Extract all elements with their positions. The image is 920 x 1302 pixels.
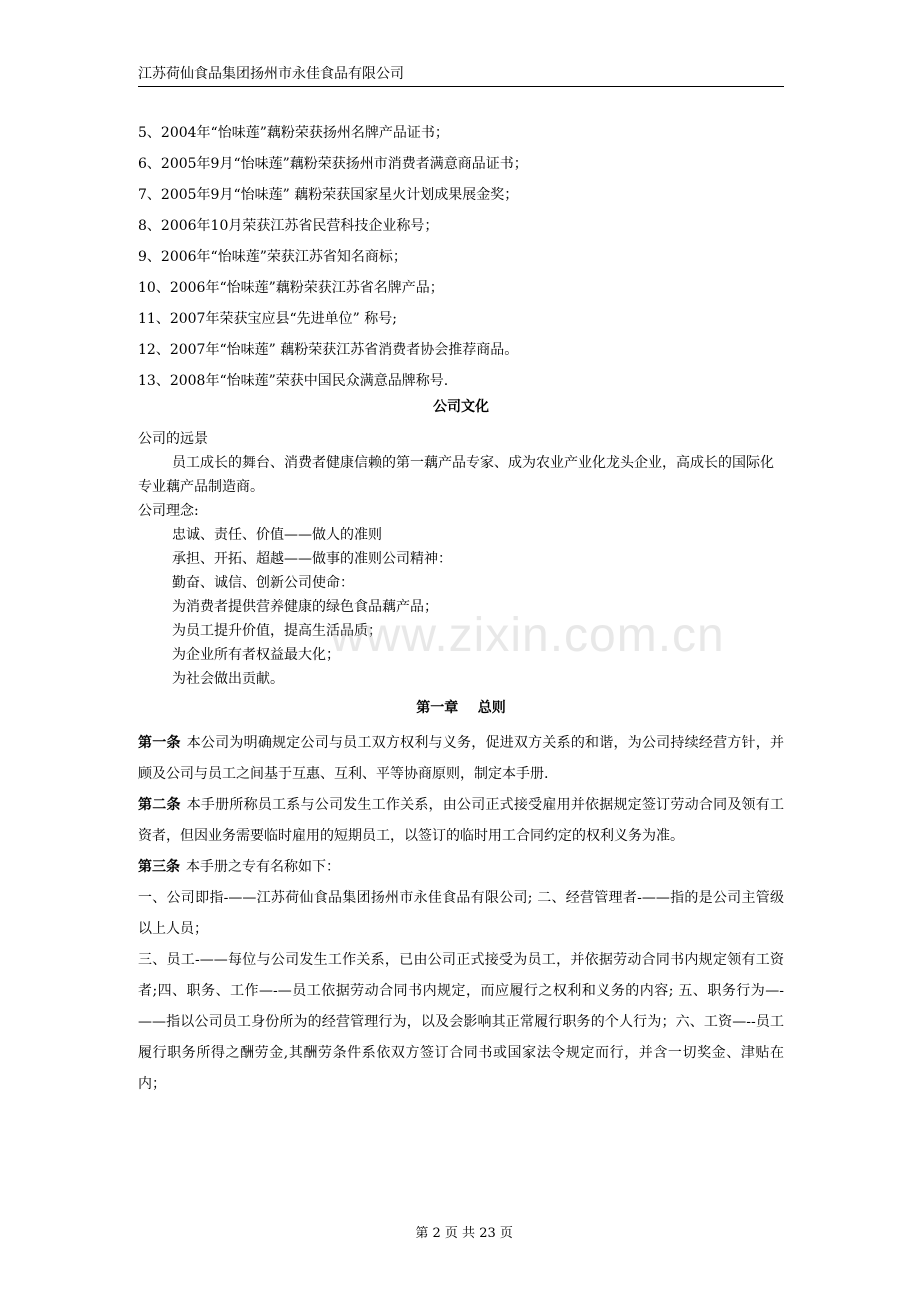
award-item: 8、2006年10月荣获江苏省民营科技企业称号； (138, 218, 439, 234)
watermark: www.zixin.com.cn (330, 609, 725, 662)
header-company-name: 江苏荷仙食品集团扬州市永佳食品有限公司 (138, 66, 404, 82)
page-header (138, 64, 784, 87)
page-number: 第 2 页 共 23 页 (415, 1226, 513, 1241)
award-item: 10、2006年“怡味莲”藕粉荣获江苏省名牌产品； (138, 280, 444, 296)
award-item: 5、2004年“怡味莲”藕粉荣获扬州名牌产品证书； (138, 125, 449, 141)
article-paragraph (138, 790, 784, 852)
vision-label: 公司的远景 (138, 431, 208, 447)
award-item: 12、2007年“怡味莲” 藕粉荣获江苏省消费者协会推荐商品。 (138, 342, 519, 358)
culture-heading: 公司文化 (433, 399, 489, 415)
article-text: 本公司为明确规定公司与员工双方权利与义务，促进双方关系的和谐，为公司持续经营方针，并顾及公司与员工之间基于互惠、互利、平等协商原则，制定本手册. (138, 735, 785, 782)
award-item: 9、2006年“怡味莲”荣获江苏省知名商标； (138, 249, 407, 265)
definition-paragraph: 三、员工-——每位与公司发生工作关系，已由公司正式接受为员工，并依据劳动合同书内规定领有工资者;四、职务、工作—-—员工依据劳动合同书内规定，而应履行之权利和义务的内容; 五、职务行为—-——指以公司员工身份所为的经营管理行为，以及会影响其正常履行职务的个人行为；六、工资—--员工履行职务所得之酬劳金,其酬劳条件系依双方签订合同书或国家法令规定而行，并含一切奖金、津贴在内； (138, 952, 784, 1092)
vision-text: 员工成长的舞台、消费者健康信赖的第一藕产品专家、成为农业产业化龙头企业，高成长的国际化专业藕产品制造商。 (138, 455, 774, 495)
award-item: 11、2007年荣获宝应县“先进单位” 称号; (138, 311, 397, 327)
article-label: 第一条 (138, 735, 181, 751)
articles-section (138, 728, 784, 1100)
culture-section (138, 427, 784, 691)
philosophy-line: 承担、开拓、超越——做事的准则公司精神： (172, 551, 452, 567)
article-label: 第二条 (138, 797, 181, 813)
philosophy-line: 为员工提升价值，提高生活品质； (172, 623, 382, 639)
philosophy-line: 勤奋、诚信、创新公司使命： (172, 575, 354, 591)
philosophy-line: 为消费者提供营养健康的绿色食品藕产品； (172, 599, 438, 615)
award-item: 6、2005年9月“怡味莲”藕粉荣获扬州市消费者满意商品证书； (138, 156, 528, 172)
article-paragraph (138, 728, 784, 790)
philosophy-line: 忠诚、责任、价值——做人的准则 (172, 527, 382, 543)
article-text: 本手册所称员工系与公司发生工作关系，由公司正式接受雇用并依据规定签订劳动合同及领有工资者，但因业务需要临时雇用的短期员工，以签订的临时用工合同约定的权利义务为准。 (138, 797, 785, 844)
article-text: 本手册之专有名称如下： (186, 859, 340, 875)
philosophy-label: 公司理念: (138, 503, 199, 519)
philosophy-line: 为社会做出贡献。 (172, 671, 284, 687)
awards-list (138, 118, 788, 397)
article-label: 第三条 (138, 859, 180, 875)
award-item: 13、2008年“怡味莲”荣获中国民众满意品牌称号. (138, 373, 449, 389)
award-item: 7、2005年9月“怡味莲” 藕粉荣获国家星火计划成果展金奖； (138, 187, 519, 203)
definition-paragraph: 一、公司即指-——江苏荷仙食品集团扬州市永佳食品有限公司; 二、经营管理者-——指的是公司主管级以上人员； (138, 890, 784, 937)
article-paragraph (138, 852, 784, 883)
philosophy-line: 为企业所有者权益最大化； (172, 647, 340, 663)
chapter-heading: 第一章 总则 (416, 700, 506, 716)
page-footer (0, 1204, 920, 1244)
